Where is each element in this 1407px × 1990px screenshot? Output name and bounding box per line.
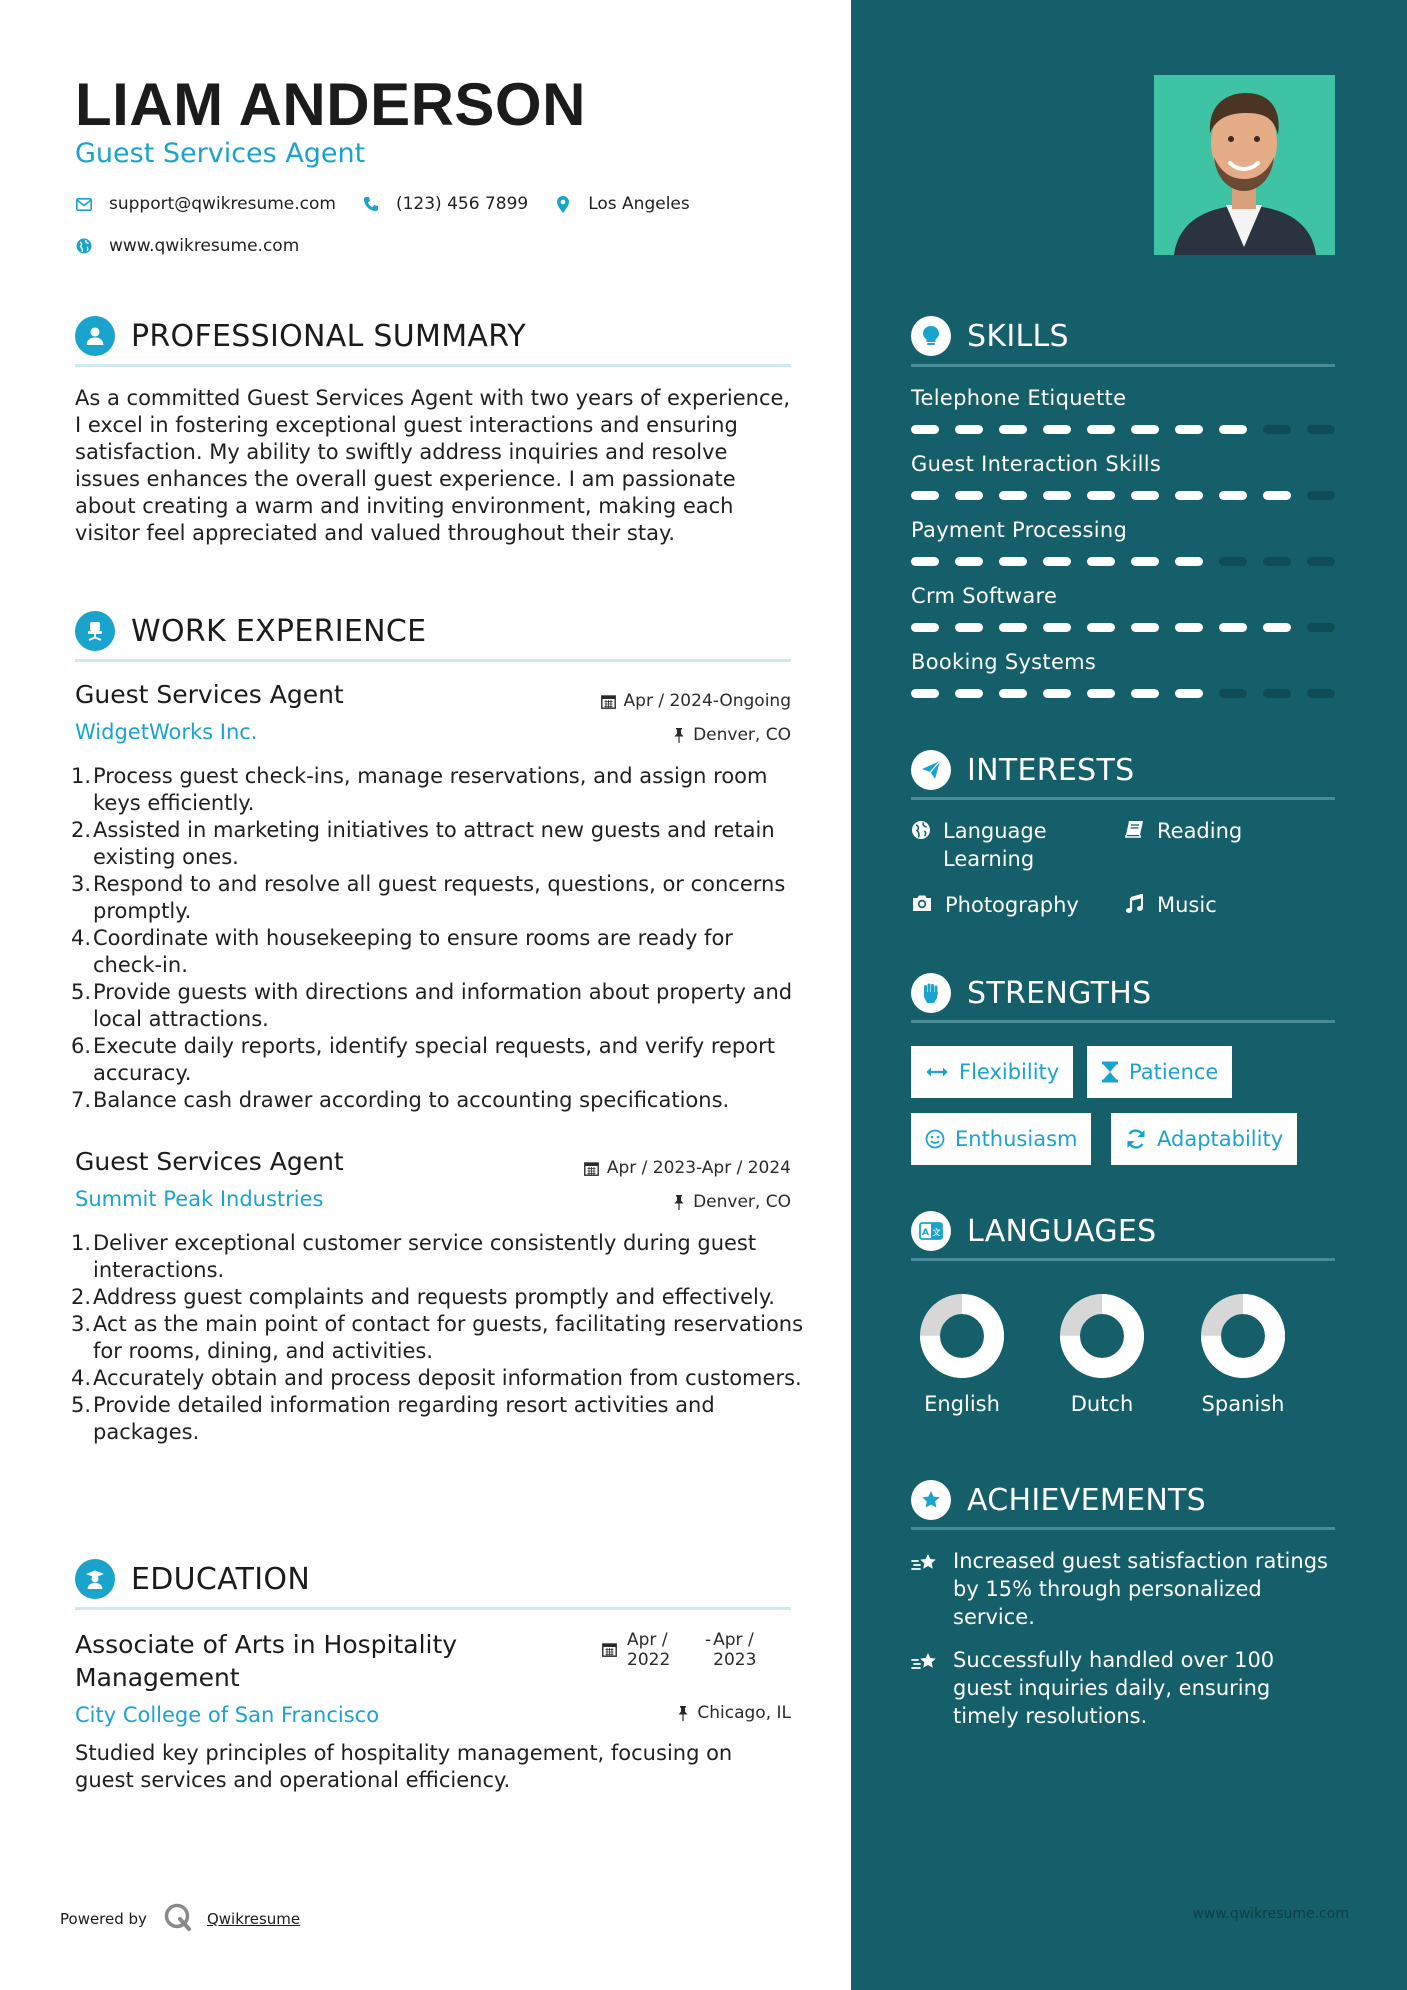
candidate-name: LIAM ANDERSON	[75, 71, 586, 138]
language-label: Dutch	[1070, 1392, 1134, 1416]
interest-item	[911, 891, 1079, 919]
strength-label: Adaptability	[1157, 1127, 1284, 1151]
list-item: 5. Provide guests with directions and information about property and local attractions.	[70, 980, 793, 1031]
interest-item	[1123, 817, 1242, 845]
skill-level-segment	[1175, 557, 1203, 566]
skill-level-segment	[999, 689, 1027, 698]
skill-label: Crm Software	[911, 584, 1058, 608]
list-item: 4. Coordinate with housekeeping to ensure rooms are ready for check-in.	[70, 926, 733, 977]
powered-by-label: Powered by	[60, 1910, 147, 1928]
achievements-divider	[911, 1527, 1335, 1530]
strength-chip	[911, 1113, 1091, 1165]
job-location	[480, 1192, 791, 1212]
list-item: 5. Provide detailed information regarding resort activities and packages.	[70, 1393, 715, 1444]
skill-level-segment	[1175, 623, 1203, 632]
list-item: 4. Accurately obtain and process deposit information from customers.	[70, 1366, 802, 1390]
experience-divider	[75, 659, 791, 662]
skill-level-segment	[1043, 425, 1071, 434]
skill-level-segment	[1043, 689, 1071, 698]
education-title: EDUCATION	[131, 1561, 311, 1597]
interests-heading	[911, 750, 1134, 790]
skill-level-segment	[999, 491, 1027, 500]
skill-level-segment	[1263, 623, 1291, 632]
skill-level-segment	[1087, 689, 1115, 698]
skills-heading	[911, 316, 1069, 356]
strengths-divider	[911, 1020, 1335, 1023]
language-level-ring	[918, 1292, 1006, 1380]
achievement-item	[911, 1547, 1335, 1631]
skill-level-segment	[1043, 557, 1071, 566]
skill-level-bar	[911, 557, 1335, 566]
svg-text:A: A	[922, 1228, 929, 1238]
achievements-title: ACHIEVEMENTS	[967, 1482, 1207, 1518]
experience-heading	[75, 611, 426, 651]
skill-level-bar	[911, 425, 1335, 434]
skill-level-segment	[1087, 557, 1115, 566]
achievement-item	[911, 1646, 1335, 1730]
powered-by	[60, 1902, 300, 1936]
language-item	[1188, 1292, 1298, 1416]
education-divider	[75, 1607, 791, 1610]
paper-plane-icon	[911, 750, 951, 790]
lightbulb-icon	[911, 316, 951, 356]
skill-level-bar	[911, 689, 1335, 698]
list-item: 3. Respond to and resolve all guest requests, questions, or concerns promptly.	[70, 872, 786, 923]
education-location	[480, 1703, 791, 1723]
skill-level-segment	[1219, 425, 1247, 434]
job-dates-text: Apr / 2024-Ongoing	[623, 691, 791, 711]
strength-chip	[1111, 1113, 1297, 1165]
language-level-ring	[1058, 1292, 1146, 1380]
job-title: Guest Services Agent	[75, 680, 344, 709]
strength-label: Patience	[1129, 1060, 1219, 1084]
list-item: 7. Balance cash drawer according to accounting specifications.	[70, 1088, 730, 1112]
translate-icon	[911, 1211, 951, 1251]
summary-divider	[75, 364, 791, 367]
experience-title: WORK EXPERIENCE	[131, 613, 427, 649]
user-icon	[75, 316, 115, 356]
strength-chip	[911, 1046, 1073, 1098]
strength-label: Enthusiasm	[955, 1127, 1078, 1151]
list-item: 1. Process guest check-ins, manage reservations, and assign room keys efficiently.	[70, 764, 768, 815]
website-text[interactable]: www.qwikresume.com	[109, 236, 300, 256]
map-pin-icon	[554, 195, 572, 213]
skill-level-segment	[1131, 491, 1159, 500]
language-level-ring	[1199, 1292, 1287, 1380]
education-dates	[602, 1630, 763, 1670]
education-description: Studied key principles of hospitality management, focusing on guest services and operational efficiency.	[75, 1741, 733, 1792]
languages-heading	[911, 1211, 1157, 1251]
sidebar	[851, 0, 1407, 1990]
skill-level-segment	[1307, 425, 1335, 434]
skill-level-segment	[955, 689, 983, 698]
location-text: Los Angeles	[588, 194, 690, 214]
strengths-title: STRENGTHS	[967, 975, 1152, 1011]
email-icon	[75, 195, 93, 213]
book-icon	[1123, 817, 1145, 838]
pushpin-icon	[673, 1195, 685, 1210]
interests-divider	[911, 797, 1335, 800]
email-text[interactable]: support@qwikresume.com	[109, 194, 336, 214]
skill-level-segment	[911, 689, 939, 698]
candidate-role: Guest Services Agent	[75, 138, 366, 169]
interest-label: Music	[1157, 893, 1217, 917]
skill-level-segment	[1263, 491, 1291, 500]
summary-heading	[75, 316, 526, 356]
school-name: City College of San Francisco	[75, 1703, 380, 1727]
skill-level-segment	[1131, 425, 1159, 434]
skill-level-segment	[999, 425, 1027, 434]
date-separator: -	[705, 1630, 712, 1650]
skill-level-segment	[955, 491, 983, 500]
skill-level-segment	[955, 425, 983, 434]
skill-level-segment	[1131, 623, 1159, 632]
language-item	[907, 1292, 1017, 1416]
skill-level-segment	[911, 491, 939, 500]
globe-icon	[75, 237, 93, 255]
list-item: 1. Deliver exceptional customer service consistently during guest interactions.	[70, 1231, 757, 1282]
website-row	[75, 236, 325, 256]
svg-text:文: 文	[932, 1228, 941, 1237]
job-duties-list	[70, 1230, 805, 1446]
job-company: Summit Peak Industries	[75, 1187, 324, 1211]
job-dates	[480, 691, 791, 711]
education-end: Apr / 2023	[713, 1630, 757, 1670]
shooting-star-icon	[911, 1646, 941, 1674]
smile-icon	[925, 1129, 945, 1149]
education-start: Apr / 2022	[627, 1630, 671, 1670]
pushpin-icon	[677, 1706, 689, 1721]
list-item: 2. Assisted in marketing initiatives to attract new guests and retain existing ones.	[70, 818, 775, 869]
skill-level-segment	[1087, 491, 1115, 500]
skill-level-segment	[1175, 689, 1203, 698]
qwikresume-link[interactable]: Qwikresume	[206, 1910, 301, 1928]
phone-icon	[362, 195, 380, 213]
skill-level-segment	[999, 557, 1027, 566]
skill-level-segment	[1175, 491, 1203, 500]
job-dates	[480, 1158, 791, 1178]
list-item: 6. Execute daily reports, identify special requests, and verify report accuracy.	[70, 1034, 775, 1085]
achievement-text: Successfully handled over 100 guest inquiries daily, ensuring timely resolutions.	[953, 1648, 1275, 1728]
skill-level-segment	[955, 557, 983, 566]
refresh-icon	[1125, 1128, 1147, 1150]
job-dates-text: Apr / 2023-Apr / 2024	[606, 1158, 791, 1178]
interest-label: Photography	[945, 893, 1079, 917]
skill-label: Booking Systems	[911, 650, 1097, 674]
strength-chip	[1087, 1046, 1232, 1098]
graduate-icon	[75, 1559, 115, 1599]
contact-row	[75, 194, 716, 214]
profile-photo	[1154, 75, 1335, 255]
job-location-text: Denver, CO	[693, 1192, 791, 1212]
calendar-icon	[601, 694, 616, 709]
phone-text[interactable]: (123) 456 7899	[395, 194, 529, 214]
interest-item	[1123, 891, 1217, 919]
education-heading	[75, 1559, 310, 1599]
language-label: English	[924, 1392, 1000, 1416]
summary-text: As a committed Guest Services Agent with two years of experience, I excel in fostering exceptional guest interactions and ensuring satisfaction. My ability to swiftly address inquiries and resolve issues enhances the overall guest experience. I am passionate about creating a warm and inviting environment, making each visitor feel appreciated and valued throughout their stay.	[75, 386, 791, 545]
strength-label: Flexibility	[959, 1060, 1060, 1084]
skill-level-segment	[1131, 689, 1159, 698]
job-location-text: Denver, CO	[693, 725, 791, 745]
skill-level-segment	[1307, 491, 1335, 500]
job-title: Guest Services Agent	[75, 1147, 344, 1176]
footer-url[interactable]: www.qwikresume.com	[1192, 1906, 1349, 1922]
pushpin-icon	[673, 728, 685, 743]
languages-title: LANGUAGES	[967, 1213, 1157, 1249]
list-item: 2. Address guest complaints and requests promptly and effectively.	[70, 1285, 775, 1309]
camera-icon	[911, 891, 933, 912]
calendar-icon	[584, 1161, 599, 1176]
skill-level-segment	[1087, 623, 1115, 632]
skill-level-segment	[1307, 623, 1335, 632]
skill-level-segment	[1043, 623, 1071, 632]
job-company: WidgetWorks Inc.	[75, 720, 258, 744]
arrows-horizontal-icon	[925, 1066, 949, 1078]
skill-level-segment	[911, 425, 939, 434]
shooting-star-icon	[911, 1547, 941, 1575]
music-icon	[1123, 891, 1145, 914]
skills-title: SKILLS	[967, 318, 1069, 354]
skill-level-bar	[911, 623, 1335, 632]
strengths-heading	[911, 973, 1151, 1013]
skills-divider	[911, 364, 1335, 367]
summary-title: PROFESSIONAL SUMMARY	[131, 318, 527, 354]
skill-label: Telephone Etiquette	[911, 386, 1127, 410]
skill-level-segment	[1219, 689, 1247, 698]
skill-level-segment	[1307, 557, 1335, 566]
skill-label: Payment Processing	[911, 518, 1128, 542]
star-medal-icon	[911, 1480, 951, 1520]
hourglass-icon	[1101, 1061, 1119, 1083]
skill-level-segment	[955, 623, 983, 632]
job-location	[480, 725, 791, 745]
degree-title: Associate of Arts in Hospitality Management	[75, 1630, 458, 1692]
job-duties-list	[70, 763, 805, 1114]
skill-level-segment	[1043, 491, 1071, 500]
skill-level-segment	[1307, 689, 1335, 698]
qwikresume-logo-icon	[163, 1902, 193, 1936]
office-chair-icon	[75, 611, 115, 651]
skill-level-segment	[1219, 623, 1247, 632]
skill-level-segment	[911, 623, 939, 632]
skill-label: Guest Interaction Skills	[911, 452, 1162, 476]
skill-level-segment	[1263, 557, 1291, 566]
languages-divider	[911, 1258, 1335, 1261]
skill-level-segment	[1263, 689, 1291, 698]
achievements-heading	[911, 1480, 1206, 1520]
skill-level-segment	[1131, 557, 1159, 566]
language-label: Spanish	[1201, 1392, 1285, 1416]
skill-level-segment	[1219, 557, 1247, 566]
calendar-icon	[602, 1642, 617, 1662]
interests-title: INTERESTS	[967, 752, 1135, 788]
education-location-text: Chicago, IL	[697, 1703, 791, 1723]
skill-level-segment	[999, 623, 1027, 632]
skill-level-bar	[911, 491, 1335, 500]
list-item: 3. Act as the main point of contact for guests, facilitating reservations for rooms, dining, and activities.	[70, 1312, 804, 1363]
language-item	[1047, 1292, 1157, 1416]
interest-item	[911, 817, 1071, 873]
achievement-text: Increased guest satisfaction ratings by 15% through personalized service.	[953, 1549, 1328, 1629]
interest-label: Reading	[1157, 819, 1243, 843]
interest-label: Language Learning	[943, 819, 1047, 871]
skill-level-segment	[1263, 425, 1291, 434]
skill-level-segment	[911, 557, 939, 566]
skill-level-segment	[1219, 491, 1247, 500]
raised-fist-icon	[911, 973, 951, 1013]
skill-level-segment	[1175, 425, 1203, 434]
skill-level-segment	[1087, 425, 1115, 434]
globe-icon	[911, 817, 931, 840]
